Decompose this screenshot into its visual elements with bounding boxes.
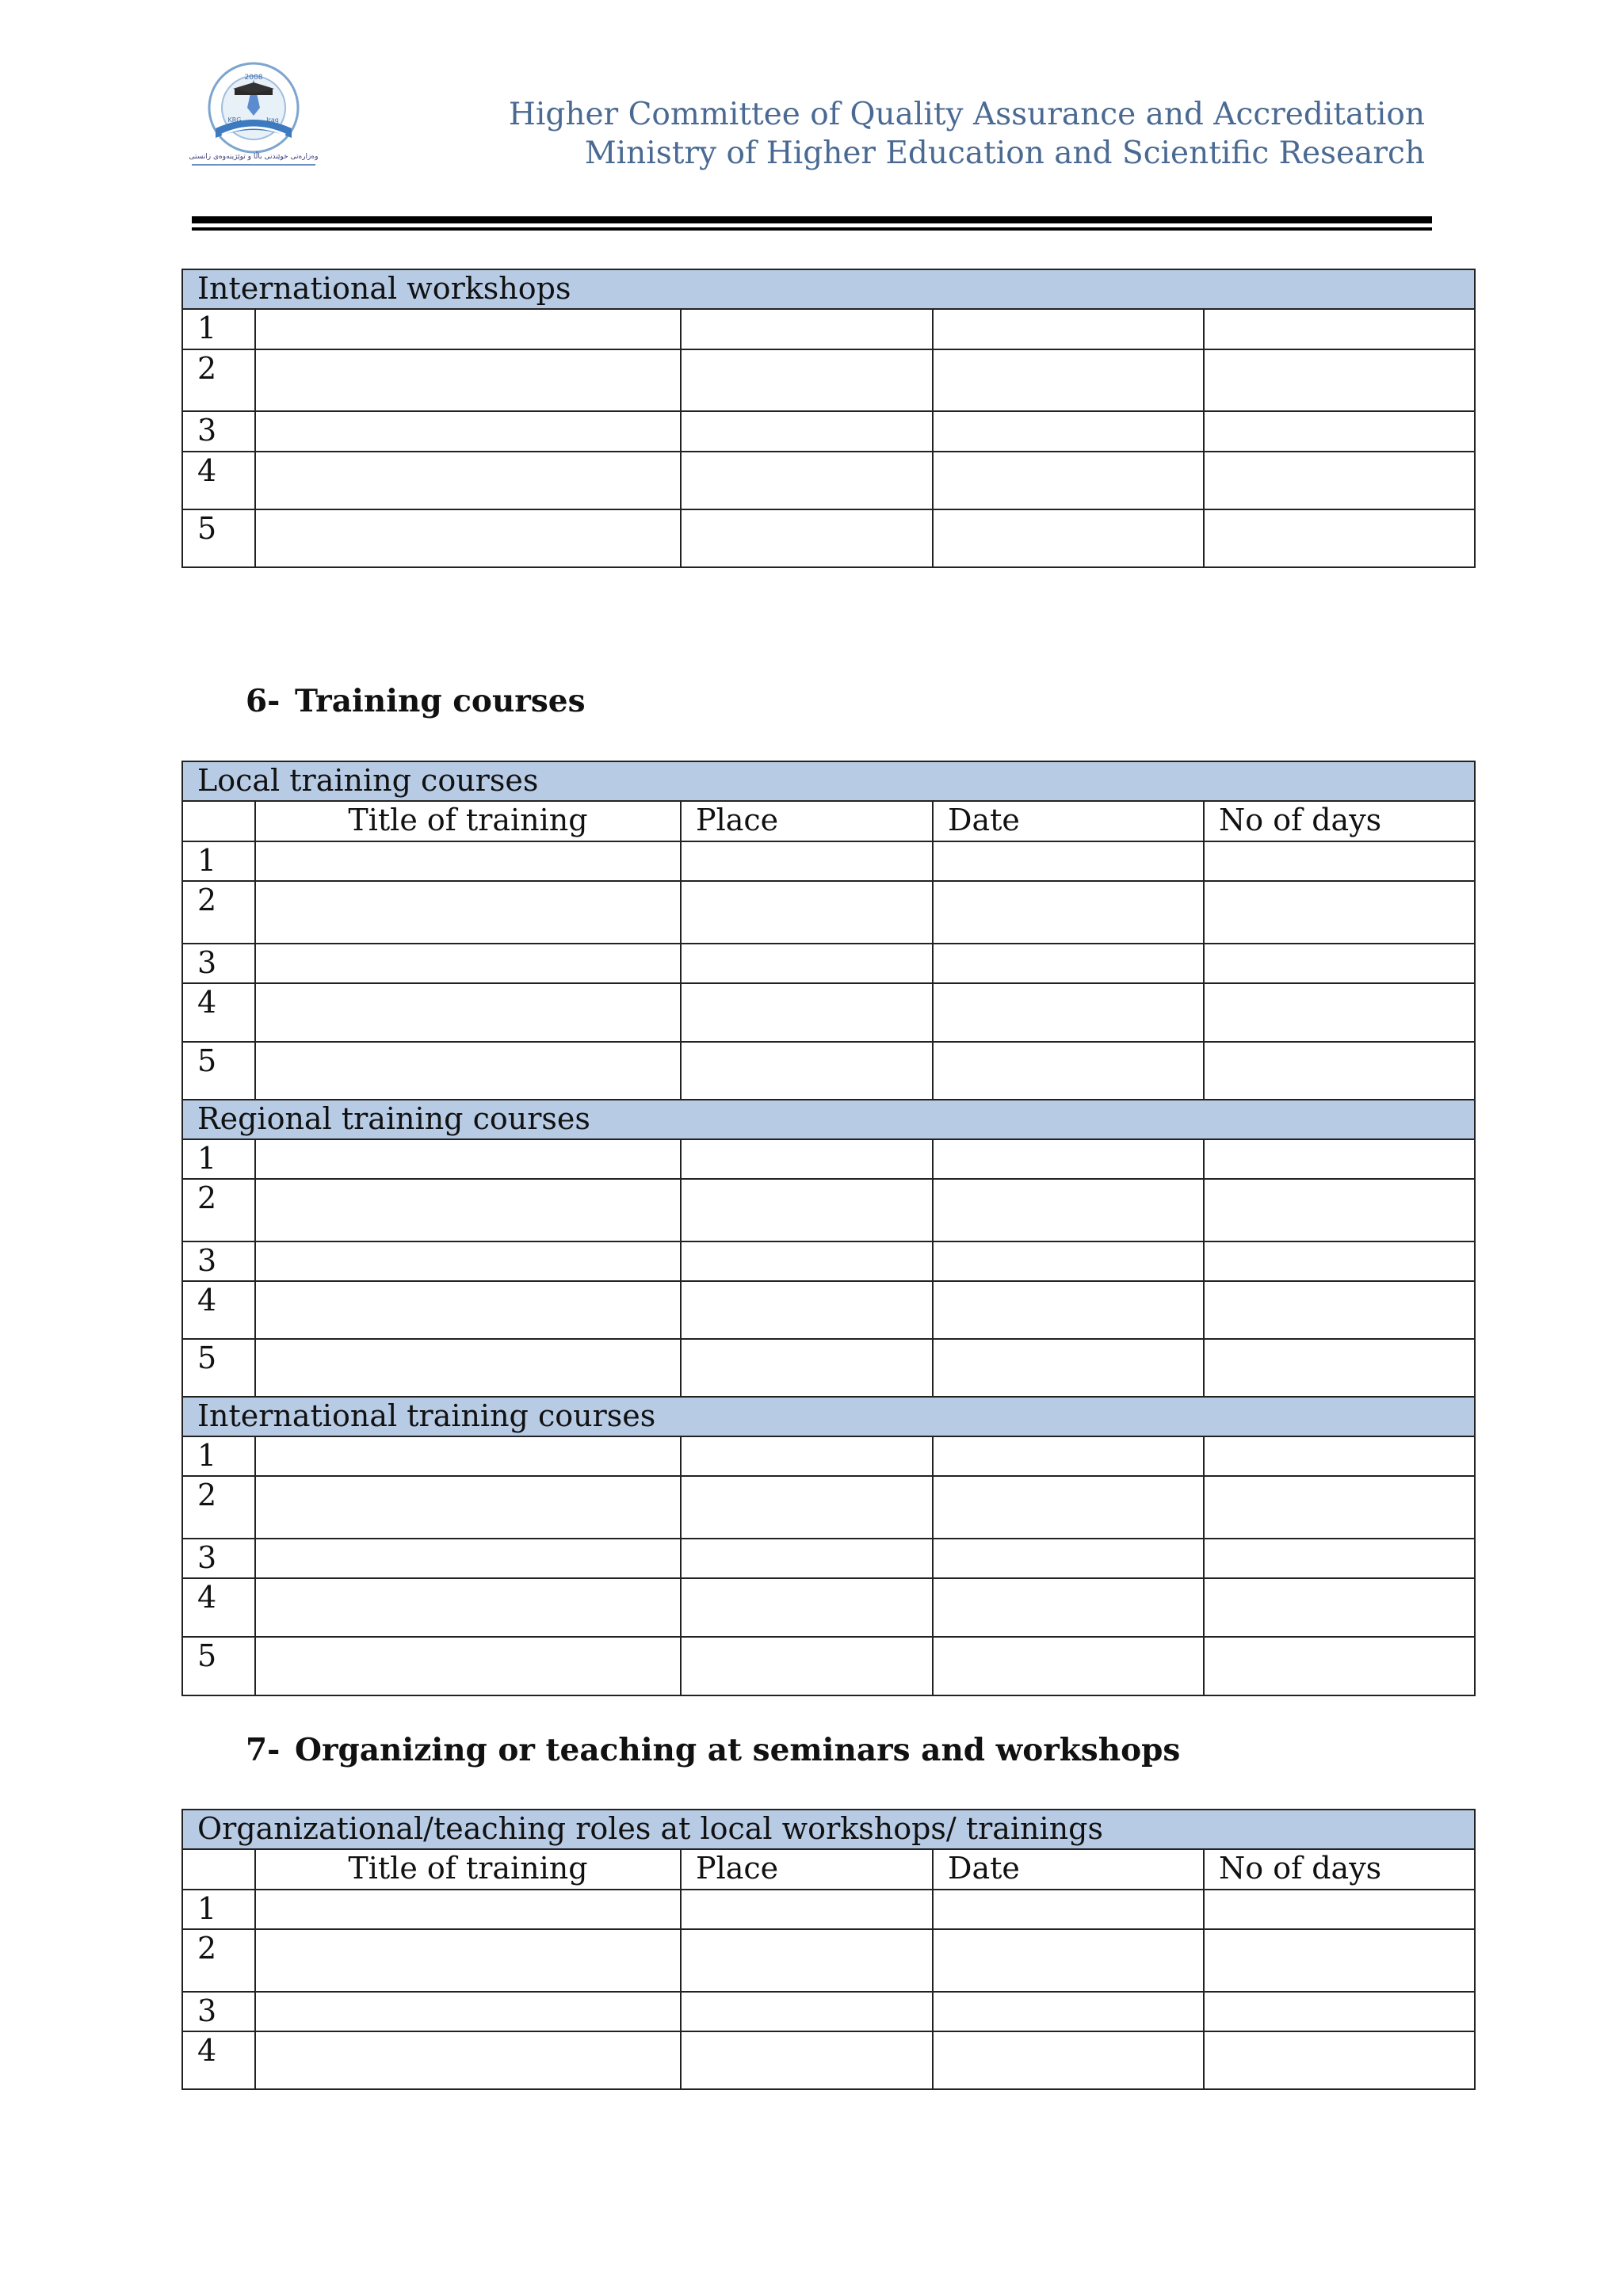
table-row [182,944,1475,983]
place-cell[interactable] [681,983,933,1042]
place-cell[interactable] [681,1637,933,1695]
title-cell[interactable] [255,411,681,452]
row-number: 4 [182,1578,255,1637]
days-cell[interactable] [1204,1042,1475,1100]
table-row [182,1539,1475,1578]
title-cell[interactable] [255,1436,681,1476]
row-number: 5 [182,1042,255,1100]
days-cell[interactable] [1204,1241,1475,1281]
place-cell[interactable] [681,2031,933,2089]
row-number: 1 [182,309,255,349]
table-row [182,1179,1475,1241]
title-cell[interactable] [255,1992,681,2031]
table-row [182,1890,1475,1929]
title-cell[interactable] [255,349,681,411]
date-cell[interactable] [933,452,1204,509]
table-row [182,1339,1475,1397]
date-cell[interactable] [933,1539,1204,1578]
row-number: 1 [182,1436,255,1476]
days-cell[interactable] [1204,1929,1475,1992]
date-cell[interactable] [933,1281,1204,1339]
title-cell[interactable] [255,509,681,567]
date-cell[interactable] [933,881,1204,944]
place-cell[interactable] [681,841,933,881]
days-cell[interactable] [1204,1578,1475,1637]
days-cell[interactable] [1204,1436,1475,1476]
ministry-logo [184,59,323,170]
university-seal-logo-icon [184,59,323,170]
col-date: Date [933,1849,1204,1890]
section-number: 6- [246,683,281,719]
place-cell[interactable] [681,1992,933,2031]
days-cell[interactable] [1204,411,1475,452]
table-row [182,1139,1475,1179]
table-row [182,1992,1475,2031]
date-cell[interactable] [933,411,1204,452]
table-row [182,1281,1475,1339]
title-cell[interactable] [255,983,681,1042]
place-cell[interactable] [681,309,933,349]
row-number: 3 [182,1241,255,1281]
date-cell[interactable] [933,2031,1204,2089]
training-courses-table [181,761,1476,1696]
column-header-row [182,801,1475,841]
days-cell[interactable] [1204,983,1475,1042]
date-cell[interactable] [933,509,1204,567]
header-rule-thin [192,227,1432,231]
days-cell[interactable] [1204,452,1475,509]
date-cell[interactable] [933,1637,1204,1695]
title-cell[interactable] [255,1281,681,1339]
table-section-label: Local training courses [182,761,1475,801]
svg-text:Iraq: Iraq [266,116,279,124]
place-cell[interactable] [681,1890,933,1929]
days-cell[interactable] [1204,881,1475,944]
date-cell[interactable] [933,1578,1204,1637]
place-cell[interactable] [681,1179,933,1241]
col-no-of-days: No of days [1204,801,1475,841]
table-row [182,1042,1475,1100]
place-cell[interactable] [681,452,933,509]
date-cell[interactable] [933,944,1204,983]
table-row [182,1578,1475,1637]
row-number: 5 [182,1339,255,1397]
place-cell[interactable] [681,411,933,452]
row-number: 1 [182,1139,255,1179]
title-cell[interactable] [255,1539,681,1578]
svg-text:KRG: KRG [227,116,242,124]
international-workshops-table [181,269,1476,568]
place-cell[interactable] [681,1139,933,1179]
date-cell[interactable] [933,1992,1204,2031]
days-cell[interactable] [1204,944,1475,983]
title-cell[interactable] [255,1476,681,1539]
row-number: 1 [182,1890,255,1929]
row-number: 3 [182,944,255,983]
place-cell[interactable] [681,1578,933,1637]
table-section-label: International training courses [182,1397,1475,1436]
table-row [182,841,1475,881]
row-number: 4 [182,452,255,509]
section-title: Training courses [295,683,586,719]
row-number: 2 [182,1179,255,1241]
title-cell[interactable] [255,841,681,881]
table-row [182,1929,1475,1992]
table-row [182,509,1475,567]
title-cell[interactable] [255,1890,681,1929]
section-number: 7- [246,1732,281,1768]
title-cell[interactable] [255,1929,681,1992]
date-cell[interactable] [933,841,1204,881]
place-cell[interactable] [681,944,933,983]
row-number: 3 [182,1992,255,2031]
row-number: 2 [182,881,255,944]
table-section-label: Regional training courses [182,1100,1475,1139]
row-number: 2 [182,1476,255,1539]
title-cell[interactable] [255,1578,681,1637]
title-cell[interactable] [255,309,681,349]
title-cell[interactable] [255,1637,681,1695]
title-cell[interactable] [255,1241,681,1281]
date-cell[interactable] [933,349,1204,411]
organizational-roles-table [181,1809,1476,2090]
title-cell[interactable] [255,1179,681,1241]
days-cell[interactable] [1204,1476,1475,1539]
title-cell[interactable] [255,2031,681,2089]
title-cell[interactable] [255,944,681,983]
days-cell[interactable] [1204,309,1475,349]
days-cell[interactable] [1204,1179,1475,1241]
row-number: 3 [182,411,255,452]
header-committee-line: Higher Committee of Quality Assurance and Accreditation [508,97,1425,132]
table-row [182,411,1475,452]
table-row [182,349,1475,411]
col-title-of-training: Title of training [255,801,681,841]
date-cell[interactable] [933,1476,1204,1539]
place-cell[interactable] [681,1339,933,1397]
page-header [509,95,1425,173]
title-cell[interactable] [255,1339,681,1397]
date-cell[interactable] [933,1042,1204,1100]
col-place: Place [681,801,933,841]
days-cell[interactable] [1204,1992,1475,2031]
table-row [182,1436,1475,1476]
row-number: 5 [182,1637,255,1695]
table-row [182,1637,1475,1695]
table-row [182,452,1475,509]
row-number: 4 [182,983,255,1042]
date-cell[interactable] [933,1890,1204,1929]
table-row [182,983,1475,1042]
section-heading-training-courses [246,683,586,719]
table-row [182,1241,1475,1281]
table-section-label: Organizational/teaching roles at local workshops/ trainings [182,1810,1475,1849]
place-cell[interactable] [681,1436,933,1476]
place-cell[interactable] [681,349,933,411]
row-number: 1 [182,841,255,881]
days-cell[interactable] [1204,1539,1475,1578]
svg-text:2008: 2008 [244,74,263,82]
header-ministry-line: Ministry of Higher Education and Scientific Research [584,135,1425,171]
table-section-label: International workshops [182,269,1475,309]
row-number: 4 [182,1281,255,1339]
col-place: Place [681,1849,933,1890]
days-cell[interactable] [1204,2031,1475,2089]
place-cell[interactable] [681,1476,933,1539]
row-number: 4 [182,2031,255,2089]
row-number: 3 [182,1539,255,1578]
table-row [182,2031,1475,2089]
header-rule-thick [192,216,1432,223]
date-cell[interactable] [933,1436,1204,1476]
date-cell[interactable] [933,1929,1204,1992]
date-cell[interactable] [933,1241,1204,1281]
date-cell[interactable] [933,1179,1204,1241]
table-row [182,1476,1475,1539]
place-cell[interactable] [681,1042,933,1100]
table-row [182,881,1475,944]
place-cell[interactable] [681,1241,933,1281]
date-cell[interactable] [933,1139,1204,1179]
svg-text:وەزارەتی خوێندنی باڵا و توێژین: وەزارەتی خوێندنی باڵا و توێژینەوەی زانستی [189,153,319,161]
days-cell[interactable] [1204,1339,1475,1397]
place-cell[interactable] [681,1539,933,1578]
row-number: 5 [182,509,255,567]
days-cell[interactable] [1204,349,1475,411]
column-header-row [182,1849,1475,1890]
days-cell[interactable] [1204,1890,1475,1929]
days-cell[interactable] [1204,1281,1475,1339]
col-no-of-days: No of days [1204,1849,1475,1890]
place-cell[interactable] [681,1929,933,1992]
days-cell[interactable] [1204,1139,1475,1179]
title-cell[interactable] [255,881,681,944]
place-cell[interactable] [681,509,933,567]
days-cell[interactable] [1204,1637,1475,1695]
date-cell[interactable] [933,309,1204,349]
table-row [182,309,1475,349]
title-cell[interactable] [255,1139,681,1179]
place-cell[interactable] [681,1281,933,1339]
days-cell[interactable] [1204,509,1475,567]
date-cell[interactable] [933,983,1204,1042]
date-cell[interactable] [933,1339,1204,1397]
col-date: Date [933,801,1204,841]
title-cell[interactable] [255,1042,681,1100]
row-number: 2 [182,349,255,411]
section-heading-organizing-teaching [246,1732,1180,1768]
days-cell[interactable] [1204,841,1475,881]
title-cell[interactable] [255,452,681,509]
section-title: Organizing or teaching at seminars and workshops [295,1732,1181,1768]
row-number: 2 [182,1929,255,1992]
place-cell[interactable] [681,881,933,944]
col-title-of-training: Title of training [255,1849,681,1890]
